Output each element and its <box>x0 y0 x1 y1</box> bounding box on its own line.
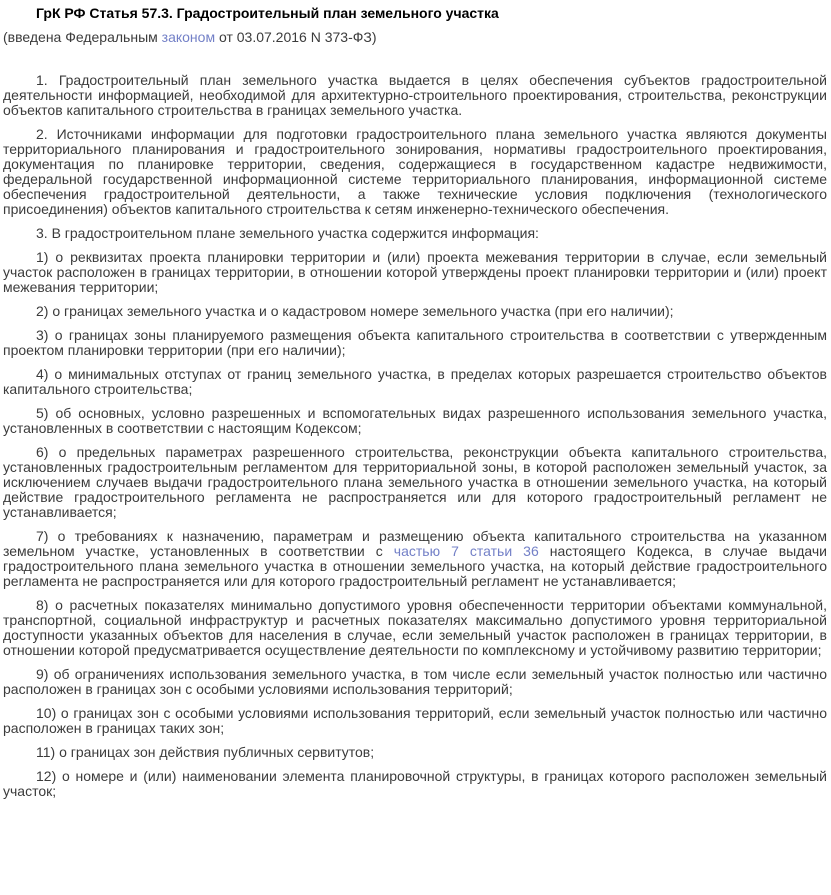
subitem-12: 12) о номере и (или) наименовании элемента планировочной структуры, в границах которого расположен земельный участок; <box>3 768 827 799</box>
subitem-9: 9) об ограничениях использования земельного участка, в том числе если земельный участок полностью или частично расположен в границах зон с особыми условиями использования территорий; <box>3 666 827 697</box>
subitem-8: 8) о расчетных показателях минимально допустимого уровня обеспеченности территории объектами коммунальной, транспортной, социальной инфраструктур и расчетных показателях максимально допустимого уровня территориальной доступности указанных объектов для населения в случае, если земельный участок расположен в границах территории, в отношении которой предусматривается осуществление деятельности по комплексному и устойчивому развитию территории; <box>3 597 827 658</box>
intro-note-prefix: (введена Федеральным <box>3 29 162 45</box>
subitem-3: 3) о границах зоны планируемого размещения объекта капитального строительства в соответствии с утвержденным проектом планировки территории (при его наличии); <box>3 327 827 358</box>
federal-law-link[interactable]: законом <box>161 29 216 45</box>
subitem-7-text-before: 7) о требованиях к назначению, параметрам и размещению объекта капитального строительства на указанном земельном участке, установленных в соответствии с <box>3 528 827 559</box>
article-title: ГрК РФ Статья 57.3. Градостроительный план земельного участка <box>36 5 499 21</box>
intro-note-suffix: от 03.07.2016 N 373-ФЗ) <box>215 29 377 45</box>
subitem-2: 2) о границах земельного участка и о кадастровом номере земельного участка (при его наличии); <box>36 303 674 319</box>
article-intro-note <box>3 30 827 45</box>
subitem-7-text-after: настоящего Кодекса, в случае выдачи градостроительного плана земельного участка в отношении земельного участка, на который действие градостроительного регламента не распространяется или для которого градостроительный регламент не устанавливается; <box>3 543 827 589</box>
subitem-1: 1) о реквизитах проекта планировки территории и (или) проекта межевания территории в случае, если земельный участок расположен в границах территории, в отношении которой утверждены проект планировки территории и (или) проект межевания территории; <box>3 249 827 295</box>
paragraph-2: 2. Источниками информации для подготовки градостроительного плана земельного участка являются документы территориального планирования и градостроительного зонирования, нормативы градостроительного проектирования, документация по планировке территории, сведения, содержащиеся в государственном кадастре недвижимости, федеральной государственной информационной системе территориального планирования, информационной системе обеспечения градостроительной деятельности, а также технические условия подключения (технологического присоединения) объектов капитального строительства к сетям инженерно-технического обеспечения. <box>3 126 827 217</box>
subitem-4: 4) о минимальных отступах от границ земельного участка, в пределах которых разрешается строительство объектов капитального строительства; <box>3 366 827 397</box>
paragraph-1: 1. Градостроительный план земельного участка выдается в целях обеспечения субъектов градостроительной деятельности информацией, необходимой для архитектурно-строительного проектирования, строительства, реконструкции объектов капитального строительства в границах земельного участка. <box>3 72 827 118</box>
paragraph-3: 3. В градостроительном плане земельного участка содержится информация: <box>36 225 539 241</box>
article-36-part-7-link[interactable]: частью 7 статьи 36 <box>393 543 539 559</box>
subitem-7 <box>3 529 827 589</box>
subitem-5: 5) об основных, условно разрешенных и вспомогательных видах разрешенного использования земельного участка, установленных в соответствии с настоящим Кодексом; <box>3 405 827 436</box>
subitem-6: 6) о предельных параметрах разрешенного строительства, реконструкции объекта капитального строительства, установленных градостроительным регламентом для территориальной зоны, в которой расположен земельный участок, за исключением случаев выдачи градостроительного плана земельного участка в отношении земельного участка, на который действие градостроительного регламента не распространяется или для которого градостроительный регламент не устанавливается; <box>3 444 827 520</box>
subitem-11: 11) о границах зон действия публичных сервитутов; <box>36 744 375 760</box>
subitem-10: 10) о границах зон с особыми условиями использования территорий, если земельный участок полностью или частично расположен в границах таких зон; <box>3 705 827 736</box>
